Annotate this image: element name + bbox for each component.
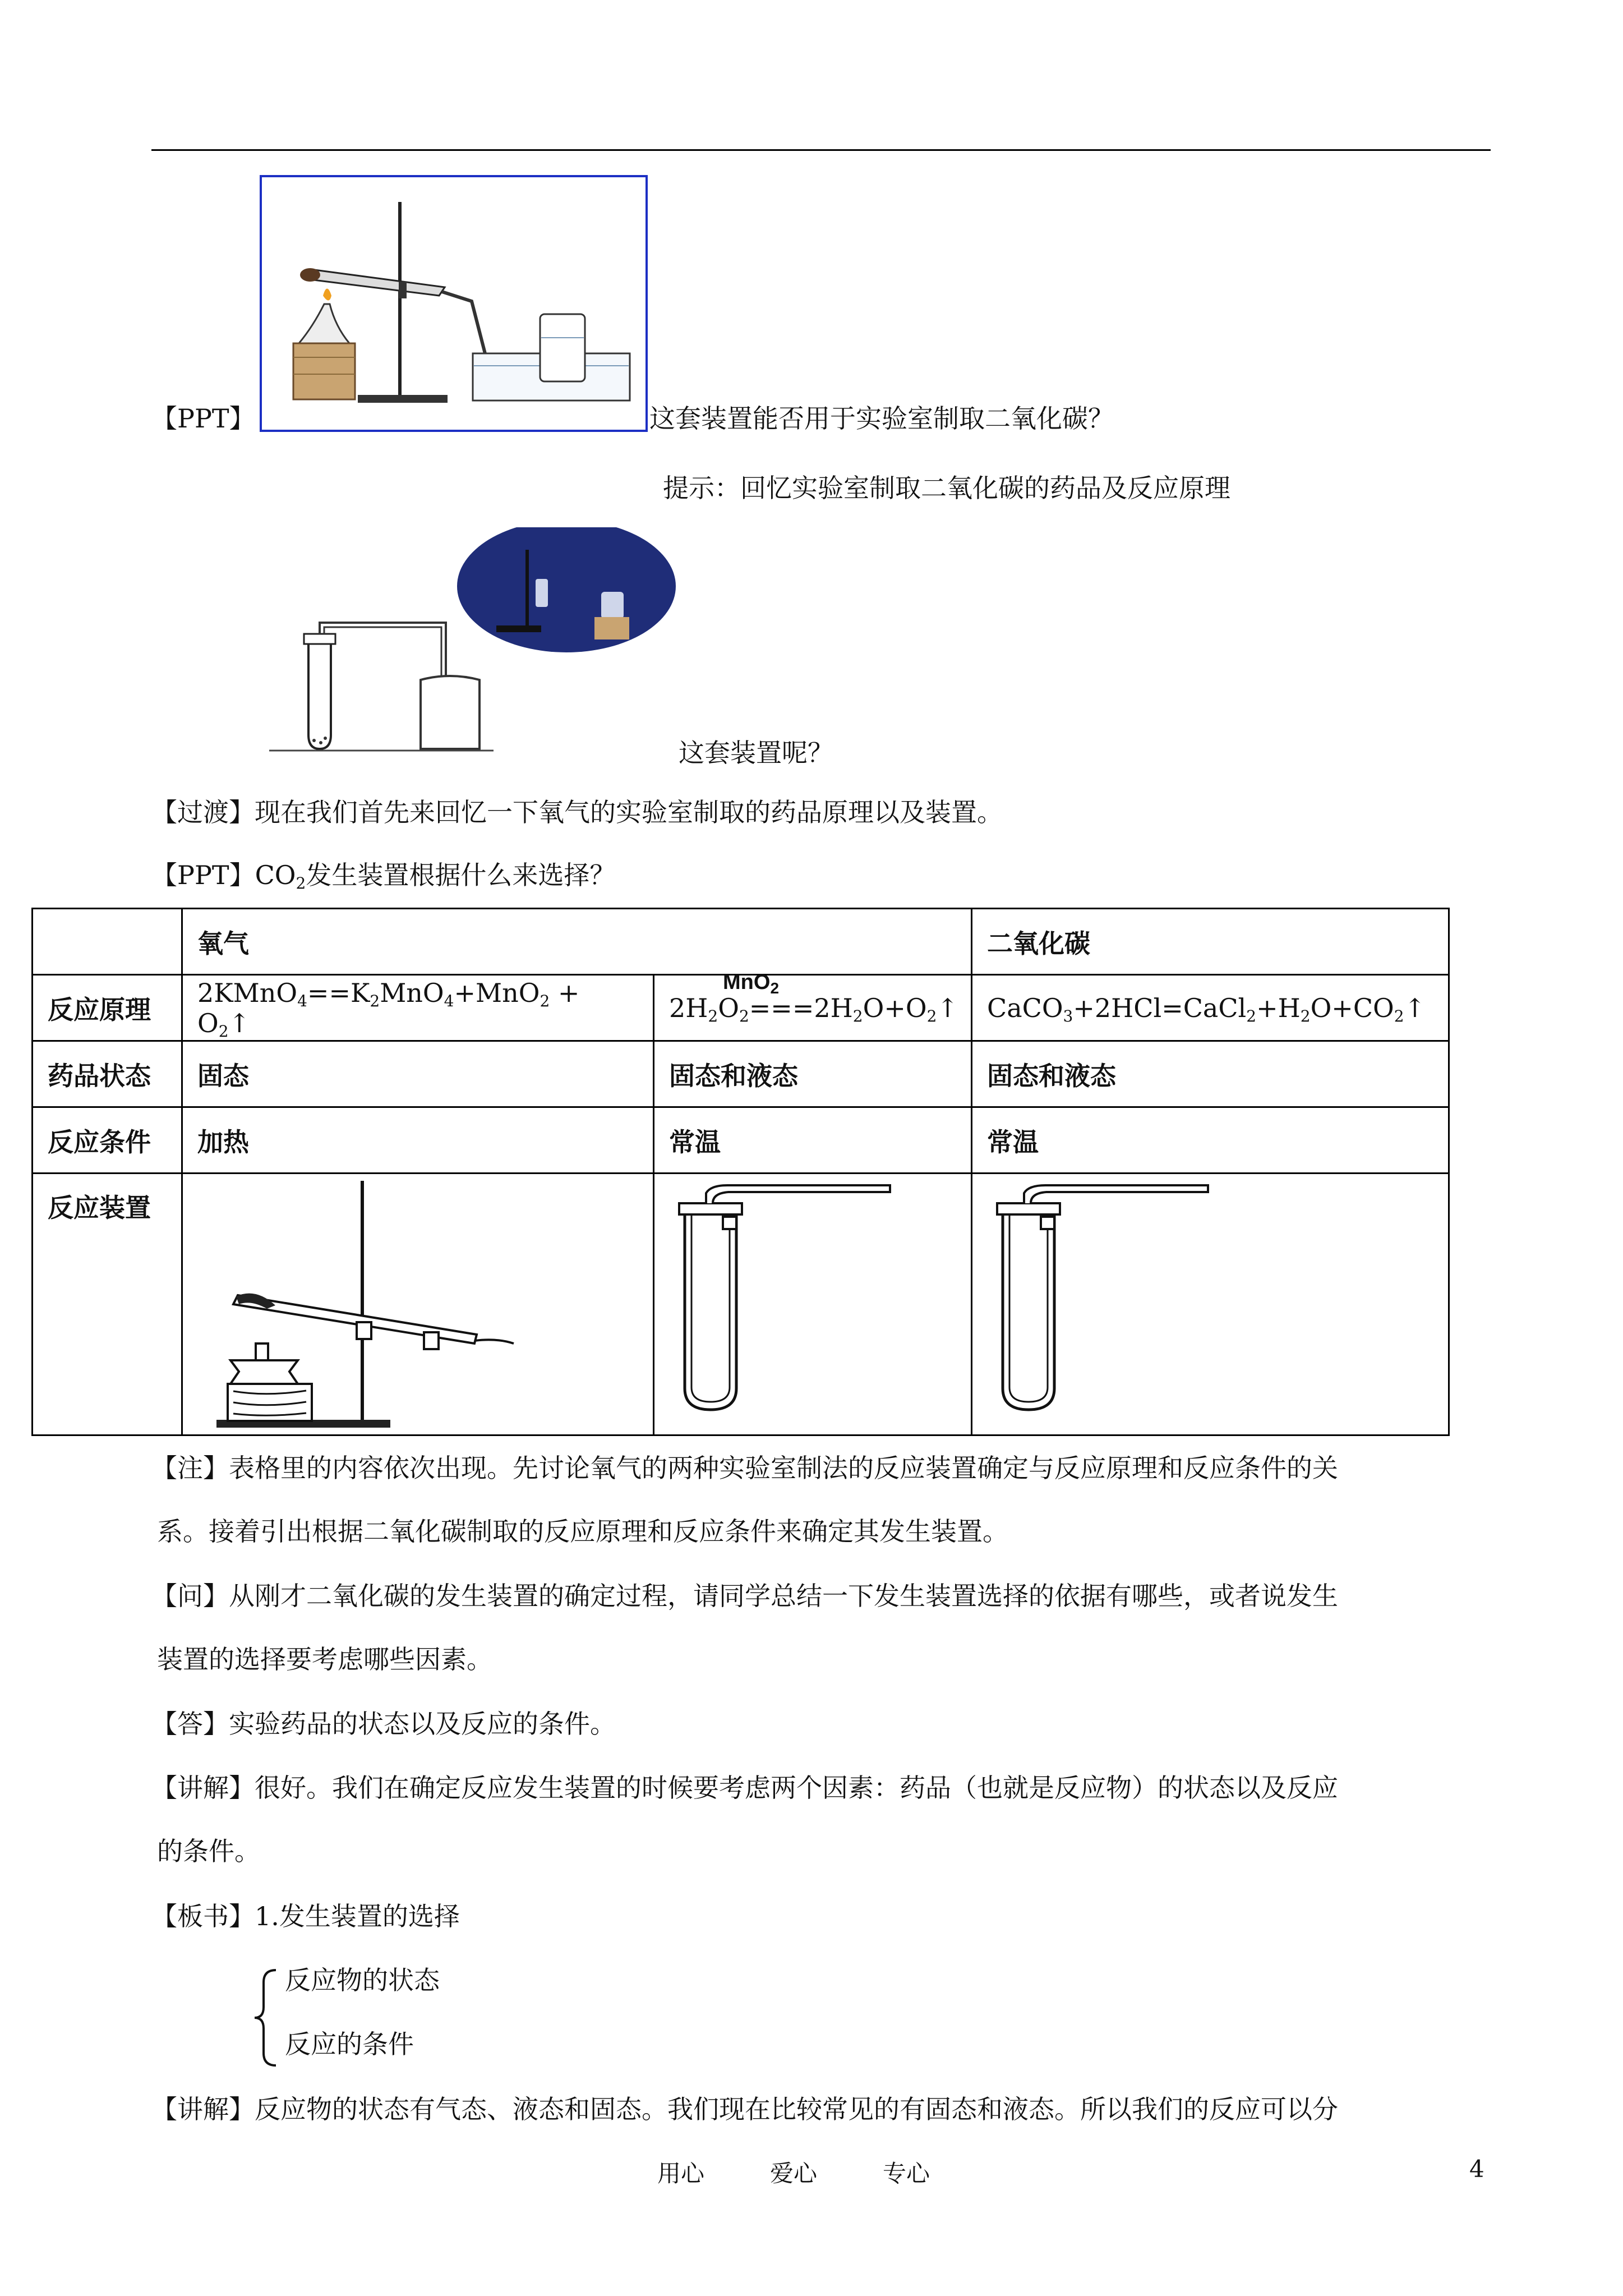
note-text-1: 表格里的内容依次出现。先讨论氧气的两种实验室制法的反应装置确定与反应原理和反应条件的关 [229, 1453, 1338, 1483]
co2-subscript: 2 [296, 874, 306, 892]
table-row [33, 1107, 1449, 1174]
catalyst-label: MnO$_2$ [723, 970, 780, 997]
question-line-2: 装置的选择要考虑哪些因素。 [157, 1644, 492, 1674]
note-tag: 【注】 [151, 1453, 229, 1483]
question-text-1: 从刚才二氧化碳的发生装置的确定过程，请同学总结一下发生装置选择的依据有哪些，或者说发生 [229, 1581, 1338, 1611]
row-label-state: 药品状态 [33, 1041, 182, 1107]
row-label-device: 反应装置 [33, 1174, 182, 1435]
answer-tag: 【答】 [151, 1709, 229, 1739]
ppt-co2-paragraph [151, 858, 615, 892]
row-label-condition: 反应条件 [33, 1107, 182, 1174]
row-label-principle: 反应原理 [33, 975, 182, 1041]
state-h2o2: 固态和液态 [654, 1041, 972, 1107]
condition-co2: 常温 [972, 1107, 1449, 1174]
ppt-tag-1: 【PPT】 [151, 403, 255, 434]
header-rule [151, 149, 1491, 151]
curly-brace-icon [251, 1968, 279, 2068]
ppt-hint: 提示：回忆实验室制取二氧化碳的药品及反应原理 [663, 473, 1230, 503]
ppt-question-1: 这套装置能否用于实验室制取二氧化碳？ [649, 403, 1114, 434]
gas-arrow: ↑ [937, 992, 958, 1023]
test-tube-device-drawing [972, 1175, 1309, 1433]
board-item-2: 反应的条件 [285, 2029, 414, 2059]
explain2-text: 反应物的状态有气态、液态和固态。我们现在比较常见的有固态和液态。所以我们的反应可以分 [255, 2094, 1338, 2124]
footer-motto-3: 专心 [883, 2160, 930, 2187]
explain-tag: 【讲解】 [151, 1773, 255, 1803]
ppt-tag-2: 【PPT】 [151, 860, 255, 890]
transition-paragraph [151, 795, 1003, 829]
explain2-line [151, 2092, 1338, 2126]
table-row [33, 1174, 1449, 1435]
table-corner-cell [33, 909, 182, 975]
answer-text: 实验药品的状态以及反应的条件。 [229, 1709, 616, 1739]
gas-arrow: ↑ [228, 1007, 251, 1038]
co2-formula: CO [255, 860, 296, 890]
test-tube-device-drawing [654, 1175, 969, 1433]
board-item-1: 反应物的状态 [285, 1965, 440, 1995]
transition-text: 现在我们首先来回忆一下氧气的实验室制取的药品原理以及装置。 [255, 797, 1003, 827]
gas-collection-figure [258, 527, 684, 757]
question-line-1 [151, 1579, 1338, 1613]
board-tag: 【板书】 [151, 1901, 255, 1931]
header-oxygen: 氧气 [182, 909, 972, 975]
footer-motto-2: 爱心 [770, 2160, 818, 2187]
page-number: 4 [1469, 2155, 1484, 2183]
question-tag: 【问】 [151, 1581, 229, 1611]
note-line-2: 系。接着引出根据二氧化碳制取的反应原理和反应条件来确定其发生装置。 [157, 1516, 1008, 1547]
ppt-co2-text: 发生装置根据什么来选择？ [306, 860, 616, 890]
equation-kmno4: $2KMnO_4==K_2MnO_4+MnO_2$ + $O_2↑$ [182, 975, 654, 1041]
board-line [151, 1899, 460, 1933]
explain-line-2: 的条件。 [157, 1836, 260, 1866]
explain-line-1 [151, 1771, 1338, 1805]
header-co2: 二氧化碳 [972, 909, 1449, 975]
comparison-table [31, 908, 1450, 1436]
heating-device-drawing [183, 1175, 519, 1433]
answer-line [151, 1707, 616, 1741]
note-line-1 [151, 1451, 1338, 1485]
device-tube-cell-1 [654, 1174, 972, 1435]
state-co2: 固态和液态 [972, 1041, 1449, 1107]
heating-apparatus-figure [260, 175, 648, 432]
transition-tag: 【过渡】 [151, 797, 255, 827]
device-heating-cell [182, 1174, 654, 1435]
device-tube-cell-2 [972, 1174, 1449, 1435]
footer-motto-1: 用心 [657, 2160, 705, 2187]
equation-caco3: $CaCO_3+2HCl=CaCl_2+H_2O+CO_2↑$ [972, 975, 1449, 1041]
ppt-question-2: 这套装置呢？ [679, 738, 833, 768]
explain-text-1: 很好。我们在确定反应发生装置的时候要考虑两个因素：药品（也就是反应物）的状态以及反应 [255, 1773, 1338, 1803]
board-title: 1.发生装置的选择 [255, 1901, 460, 1931]
condition-h2o2: 常温 [654, 1107, 972, 1174]
equation-h2o2: MnO$_2$ $2H_2O_2===2H_2O+O_2↑$ [654, 975, 972, 1041]
gas-arrow: ↑ [1404, 992, 1426, 1023]
condition-kmno4: 加热 [182, 1107, 654, 1174]
table-row [33, 1041, 1449, 1107]
table-row [33, 909, 1449, 975]
explain2-tag: 【讲解】 [151, 2094, 255, 2124]
state-kmno4: 固态 [182, 1041, 654, 1107]
table-row [33, 975, 1449, 1041]
